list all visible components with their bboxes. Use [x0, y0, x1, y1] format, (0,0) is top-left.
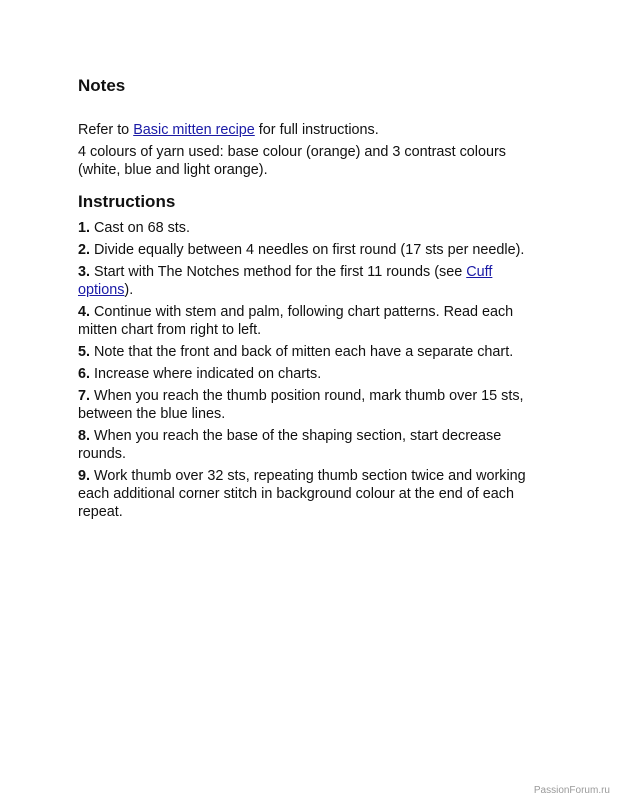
step-3: [78, 263, 548, 299]
step-number: 4.: [78, 304, 91, 320]
step-8: [78, 427, 548, 463]
step-number: 8.: [78, 428, 91, 444]
step-number: 9.: [78, 468, 91, 484]
refer-paragraph: [78, 121, 548, 139]
step-text: Continue with stem and palm, following chart patterns. Read each mitten chart from right to left.: [78, 304, 514, 338]
yarn-paragraph: 4 colours of yarn used: base colour (orange) and 3 contrast colours (white, blue and light orange).: [78, 144, 506, 178]
step-7: [78, 387, 548, 423]
step-number: 6.: [78, 366, 91, 382]
step-text: Cast on 68 sts.: [94, 220, 191, 236]
step-number: 7.: [78, 388, 91, 404]
step-5: [78, 343, 548, 361]
instructions-heading: Instructions: [78, 192, 176, 211]
step-text-end: ).: [124, 282, 134, 298]
step-text: Note that the front and back of mitten each have a separate chart.: [94, 344, 514, 360]
step-number: 5.: [78, 344, 91, 360]
step-text: When you reach the thumb position round, mark thumb over 15 sts, between the blue lines.: [78, 388, 524, 422]
step-number: 3.: [78, 264, 91, 280]
step-text: Start with The Notches method for the first 11 rounds (see: [94, 264, 467, 280]
step-text: Increase where indicated on charts.: [94, 366, 322, 382]
step-number: 1.: [78, 220, 91, 236]
cuff-options-link[interactable]: Cuff options: [78, 264, 493, 298]
notes-heading: Notes: [78, 76, 126, 95]
refer-suffix: for full instructions.: [254, 122, 379, 138]
step-text: When you reach the base of the shaping section, start decrease rounds.: [78, 428, 502, 462]
basic-mitten-recipe-link[interactable]: Basic mitten recipe: [133, 122, 255, 138]
step-text: Divide equally between 4 needles on first round (17 sts per needle).: [94, 242, 525, 258]
step-2: [78, 241, 548, 259]
step-9: [78, 467, 548, 521]
watermark: PassionForum.ru: [533, 785, 610, 796]
step-1: [78, 219, 548, 237]
step-number: 2.: [78, 242, 91, 258]
step-6: [78, 365, 548, 383]
refer-prefix: Refer to: [78, 122, 134, 138]
notes-body: [78, 121, 548, 179]
step-4: [78, 303, 548, 339]
step-text: Work thumb over 32 sts, repeating thumb section twice and working each additional corner stitch in background colour at the end of each repeat.: [78, 468, 526, 520]
instruction-steps: [78, 219, 548, 525]
